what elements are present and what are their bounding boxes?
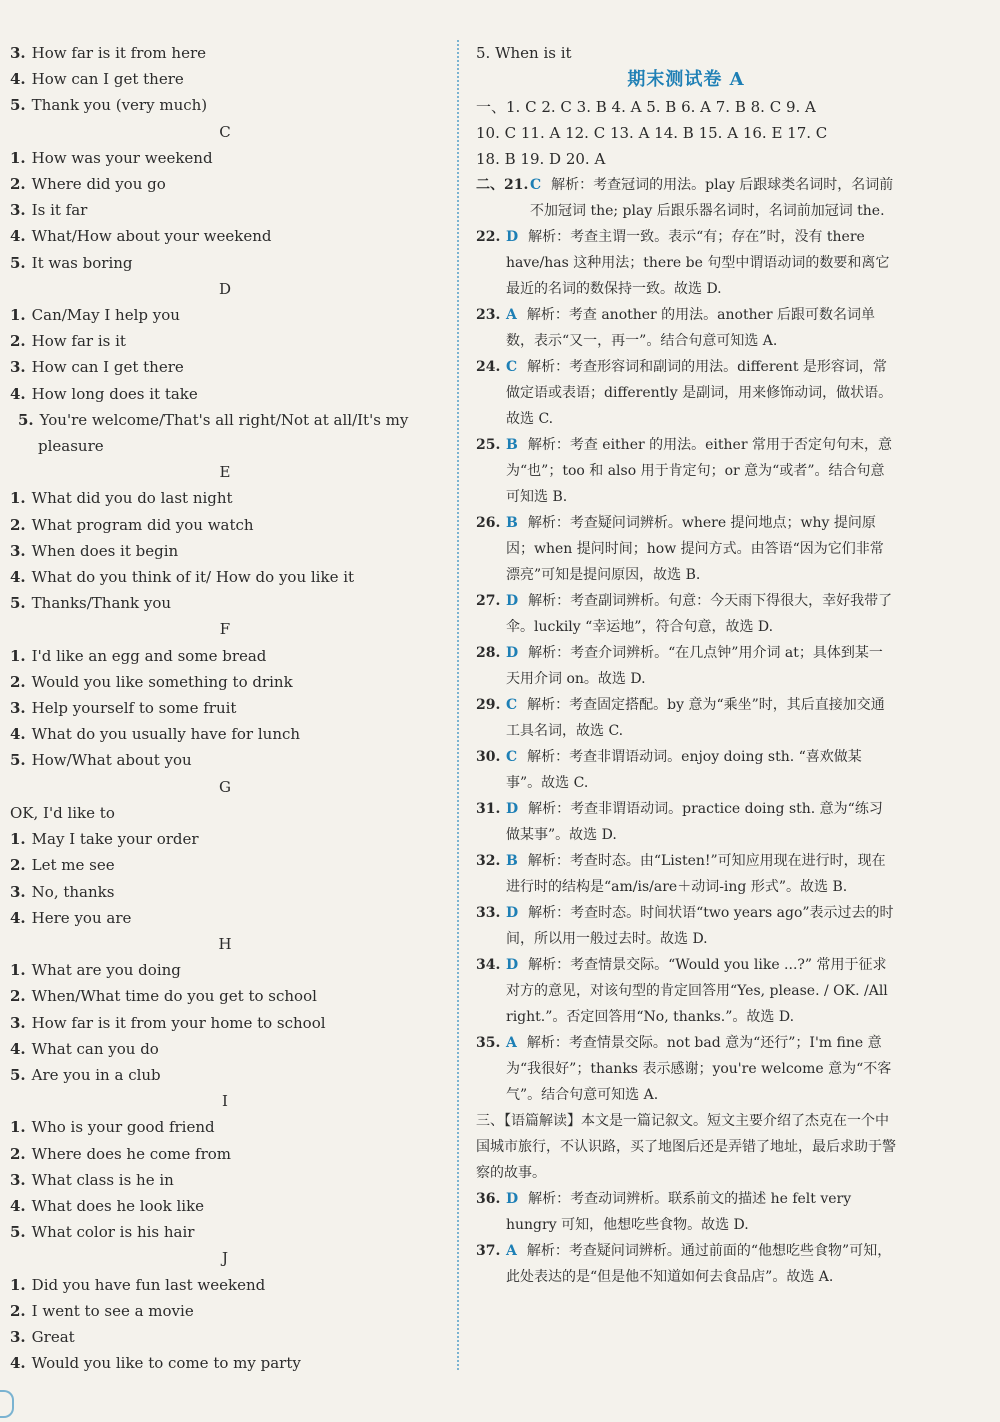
answer-text: What did you do last night xyxy=(31,489,233,508)
answer-number: 4. xyxy=(10,70,26,89)
answer-number: 4. xyxy=(10,1039,26,1058)
explanation-text: 解析：考查 either 的用法。either 常用于否定句句末，意为“也”；too 和 also 用于肯定句；or 意为“或者”。结合句意可知选 B. xyxy=(506,437,892,506)
answer-number: 3. xyxy=(10,44,26,62)
question-number: 二、21. xyxy=(476,177,529,194)
answer-line xyxy=(10,852,440,878)
answer-line xyxy=(10,1193,440,1219)
section-letter: I xyxy=(222,1092,228,1111)
answer-number: 3. xyxy=(10,1013,26,1032)
answer-letter: D xyxy=(506,801,519,818)
explanation-text: 解析：考查介词辨析。“在几点钟”用介词 at；具体到某一天用介词 on。故选 D. xyxy=(506,645,883,688)
answer-letter: C xyxy=(506,697,518,714)
answer-line xyxy=(10,1114,440,1140)
answer-number: 2. xyxy=(10,1144,26,1163)
explanation-item xyxy=(476,510,896,588)
answer-line xyxy=(10,747,440,773)
answer-number: 5. xyxy=(10,96,26,115)
question-number: 29. xyxy=(476,697,501,714)
explanation-text: 解析：考查主谓一致。表示“有；存在”时，没有 there have/has 这种用法；there be 句型中谓语动词的数要和离它最近的名词的数保持一致。故选 D. xyxy=(506,229,890,298)
answer-number: 1. xyxy=(10,1275,26,1294)
mc-answer-line: 一、1. C 2. C 3. B 4. A 5. B 6. A 7. B 8. C 9. A xyxy=(476,98,816,117)
answer-text: Great xyxy=(31,1327,75,1346)
answer-line xyxy=(10,669,440,695)
page-edge-tab xyxy=(0,1390,14,1418)
answer-number: 5. xyxy=(10,751,26,770)
explanation-text: 解析：考查非谓语动词。practice doing sth. 意为“练习做某事”。故选 D. xyxy=(506,801,883,844)
answer-line xyxy=(10,1272,440,1298)
answer-line xyxy=(10,171,440,197)
answer-letter: C xyxy=(530,177,542,194)
answer-line xyxy=(10,1010,440,1036)
answer-text: It was boring xyxy=(31,253,133,272)
answer-line xyxy=(10,1298,440,1324)
question-number: 27. xyxy=(476,593,501,610)
answer-number: 1. xyxy=(10,148,26,167)
answer-line xyxy=(10,512,440,538)
answer-letter: C xyxy=(506,359,518,376)
answer-letter: D xyxy=(506,229,519,246)
answer-line xyxy=(10,538,440,564)
answer-number: 3. xyxy=(10,699,26,718)
explanation-text: 解析：考查动词辨析。联系前文的描述 he felt very hungry 可知，他想吃些食物。故选 D. xyxy=(506,1191,852,1234)
answer-number: 2. xyxy=(10,515,26,534)
answer-line xyxy=(10,66,440,92)
answer-number: 3. xyxy=(10,882,26,901)
explanation-item xyxy=(476,796,896,848)
answer-text: What program did you watch xyxy=(31,515,254,534)
explanation-item xyxy=(476,224,896,302)
answer-text: Let me see xyxy=(31,856,115,875)
explanation-item xyxy=(476,1186,896,1238)
question-number: 37. xyxy=(476,1243,501,1260)
answer-line xyxy=(10,1062,440,1088)
explanation-item xyxy=(476,172,896,224)
answer-text: What are you doing xyxy=(31,961,181,980)
question-number: 30. xyxy=(476,749,501,766)
answer-text: Where does he come from xyxy=(31,1144,232,1163)
question-number: 36. xyxy=(476,1191,501,1208)
answer-number: 4. xyxy=(10,227,26,246)
answer-number: 2. xyxy=(10,987,26,1006)
answer-letter: B xyxy=(506,853,518,870)
answer-number: 4. xyxy=(10,1354,26,1373)
answer-line xyxy=(10,197,440,223)
answer-text: OK, I'd like to xyxy=(10,803,115,822)
answer-number: 3. xyxy=(10,541,26,560)
answer-line xyxy=(10,1036,440,1062)
answer-text: Help yourself to some fruit xyxy=(31,699,237,718)
answer-text: You're welcome/That's all right/Not at all/It's my pleasure xyxy=(38,410,409,456)
question-number: 25. xyxy=(476,437,501,454)
answer-text: How far is it xyxy=(31,332,126,351)
exam-title: 期末测试卷 A xyxy=(627,69,745,91)
explanation-text: 解析：考查固定搭配。by 意为“乘坐”时，其后直接加交通工具名词，故选 C. xyxy=(506,697,885,740)
section-letter: G xyxy=(219,777,231,796)
question-number: 22. xyxy=(476,229,501,246)
answer-text: Who is your good friend xyxy=(31,1118,215,1137)
multiple-choice-answers xyxy=(476,94,896,172)
answer-line xyxy=(10,1167,440,1193)
answer-line xyxy=(10,381,440,407)
answer-number: 4. xyxy=(10,725,26,744)
answer-text: I went to see a movie xyxy=(31,1301,194,1320)
answer-line xyxy=(10,1350,440,1376)
answer-text: No, thanks xyxy=(31,882,115,901)
answer-number: 1. xyxy=(10,489,26,508)
answer-number: 2. xyxy=(10,175,26,194)
answer-number: 5. xyxy=(18,410,34,429)
section-letter: H xyxy=(218,934,232,953)
answer-number: 5. xyxy=(10,1223,26,1242)
question-number: 23. xyxy=(476,307,501,324)
answer-line xyxy=(10,40,440,66)
answer-line xyxy=(10,485,440,511)
section-letter: C xyxy=(219,122,231,141)
answer-letter: A xyxy=(506,307,517,324)
explanation-item xyxy=(476,848,896,900)
answer-text: What color is his hair xyxy=(31,1223,195,1242)
explanation-item xyxy=(476,354,896,432)
section-letter: D xyxy=(218,279,232,298)
answer-line xyxy=(10,92,440,118)
answer-line xyxy=(10,905,440,931)
explanation-text: 解析：考查冠词的用法。play 后跟球类名词时，名词前不加冠词 the; play 后跟乐器名词时，名词前加冠词 the. xyxy=(530,177,894,220)
answer-text: I'd like an egg and some bread xyxy=(31,646,267,665)
answer-number: 1. xyxy=(10,646,26,665)
explanation-item xyxy=(476,302,896,354)
answer-line xyxy=(10,145,440,171)
answer-text: What do you think of it/ How do you like it xyxy=(31,568,355,587)
explanation-items xyxy=(476,172,896,1108)
answer-text: What do you usually have for lunch xyxy=(31,725,301,744)
answer-number: 4. xyxy=(10,384,26,403)
mc-answer-line: 10. C 11. A 12. C 13. A 14. B 15. A 16. E 17. C xyxy=(476,124,828,143)
answer-line xyxy=(10,1324,440,1350)
answer-line xyxy=(10,564,440,590)
explanation-text: 解析：考查疑问词辨析。通过前面的“他想吃些食物”可知，此处表达的是“但是他不知道如何去食品店”。故选 A. xyxy=(506,1243,892,1286)
answer-text: How far is it from here xyxy=(31,44,207,62)
answer-text: Thanks/Thank you xyxy=(31,594,172,613)
explanation-item xyxy=(476,952,896,1030)
answer-text: Would you like something to drink xyxy=(31,672,293,691)
answer-letter: D xyxy=(506,593,519,610)
question-number: 31. xyxy=(476,801,501,818)
answer-text: How/What about you xyxy=(31,751,192,770)
question-number: 33. xyxy=(476,905,501,922)
answer-number: 3. xyxy=(10,1327,26,1346)
answer-line xyxy=(10,250,440,276)
section-three-intro: 三、【语篇解读】本文是一篇记叙文。短文主要介绍了杰克在一个中国城市旅行，不认识路，买了地图后还是弄错了地址，最后求助于警察的故事。 xyxy=(476,1113,896,1182)
answer-text: Are you in a club xyxy=(31,1065,161,1084)
explanation-item xyxy=(476,900,896,952)
answer-text: What class is he in xyxy=(31,1170,174,1189)
answer-text: How can I get there xyxy=(31,358,184,377)
column-divider xyxy=(457,40,459,1370)
answer-line xyxy=(10,695,440,721)
explanation-items-2 xyxy=(476,1186,896,1290)
question-number: 34. xyxy=(476,957,501,974)
answer-number: 1. xyxy=(10,306,26,325)
section-letter: E xyxy=(219,463,231,482)
answer-number: 3. xyxy=(10,358,26,377)
answer-number: 5. xyxy=(10,594,26,613)
answer-number: 4. xyxy=(10,1196,26,1215)
answer-text: Would you like to come to my party xyxy=(31,1354,301,1373)
answer-text: How was your weekend xyxy=(31,148,213,167)
question-number: 35. xyxy=(476,1035,501,1052)
answer-text: Can/May I help you xyxy=(31,306,180,325)
section-letter: J xyxy=(221,1249,228,1268)
answer-line xyxy=(10,983,440,1009)
answer-text: Here you are xyxy=(31,908,132,927)
answer-letter: B xyxy=(506,437,518,454)
answer-number: 3. xyxy=(10,201,26,220)
answer-text: What does he look like xyxy=(31,1196,205,1215)
explanation-text: 解析：考查时态。由“Listen!”可知应用现在进行时，现在进行时的结构是“am/is/are＋动词-ing 形式”。故选 B. xyxy=(506,853,886,896)
answer-line xyxy=(10,302,440,328)
answer-line xyxy=(10,826,440,852)
explanation-text: 解析：考查疑问词辨析。where 提问地点；why 提问原因；when 提问时间；how 提问方式。由答语“因为它们非常漂亮”可知是提问原因，故选 B. xyxy=(506,515,884,584)
answer-letter: A xyxy=(506,1243,517,1260)
explanation-item xyxy=(476,640,896,692)
answer-line xyxy=(10,1141,440,1167)
question-number: 28. xyxy=(476,645,501,662)
question-number: 24. xyxy=(476,359,501,376)
explanation-text: 解析：考查副词辨析。句意：今天雨下得很大，幸好我带了伞。luckily “幸运地”，符合句意，故选 D. xyxy=(506,593,893,636)
answer-number: 2. xyxy=(10,856,26,875)
explanation-item xyxy=(476,1030,896,1108)
explanation-text: 解析：考查形容词和副词的用法。different 是形容词，常做定语或表语；differently 是副词，用来修饰动词，做状语。故选 C. xyxy=(506,359,893,428)
answer-text: Thank you (very much) xyxy=(31,96,208,115)
answer-text: When does it begin xyxy=(31,541,179,560)
answer-text: How far is it from your home to school xyxy=(31,1013,326,1032)
answer-number: 1. xyxy=(10,830,26,849)
answer-number: 2. xyxy=(10,1301,26,1320)
answer-line xyxy=(10,879,440,905)
explanation-text: 解析：考查情景交际。not bad 意为“还行”；I'm fine 意为“我很好”；thanks 表示感谢；you're welcome 意为“不客气”。结合句意可知选 A. xyxy=(506,1035,892,1104)
answer-text: Did you have fun last weekend xyxy=(31,1275,266,1294)
answer-text: How long does it take xyxy=(31,384,198,403)
answer-text: May I take your order xyxy=(31,830,199,849)
answer-number: 4. xyxy=(10,568,26,587)
answer-number: 5. xyxy=(10,1065,26,1084)
answer-line xyxy=(10,223,440,249)
answer-text: How can I get there xyxy=(31,70,184,89)
mc-answer-line: 18. B 19. D 20. A xyxy=(476,150,606,169)
answer-text: Is it far xyxy=(31,201,88,220)
answer-letter: C xyxy=(506,749,518,766)
answer-number: 1. xyxy=(10,1118,26,1137)
explanation-item xyxy=(476,1238,896,1290)
answer-letter: D xyxy=(506,905,519,922)
explanation-text: 解析：考查时态。时间状语“two years ago”表示过去的时间，所以用一般过去时。故选 D. xyxy=(506,905,894,948)
answer-letter: B xyxy=(506,515,518,532)
right-column xyxy=(476,40,896,1290)
explanation-item xyxy=(476,432,896,510)
answer-number: 3. xyxy=(10,1170,26,1189)
answer-letter: D xyxy=(506,645,519,662)
answer-text: Where did you go xyxy=(31,175,166,194)
explanation-text: 解析：考查情景交际。“Would you like ...?” 常用于征求对方的意见，对该句型的肯定回答用“Yes, please. / OK. /All right.”。否定回答用“No, thanks.”。故选 D. xyxy=(506,957,888,1026)
explanation-text: 解析：考查非谓语动词。enjoy doing sth. “喜欢做某事”。故选 C. xyxy=(506,749,862,792)
answer-text: What/How about your weekend xyxy=(31,227,272,246)
answer-number: 2. xyxy=(10,332,26,351)
answer-number: 2. xyxy=(10,672,26,691)
answer-line xyxy=(10,328,440,354)
answer-line xyxy=(10,590,440,616)
explanation-text: 解析：考查 another 的用法。another 后跟可数名词单数，表示“又一，再一”。结合句意可知选 A. xyxy=(506,307,876,350)
answer-number: 5. xyxy=(10,253,26,272)
answer-line xyxy=(10,643,440,669)
answer-line xyxy=(10,407,440,459)
explanation-item xyxy=(476,692,896,744)
answer-letter: A xyxy=(506,1035,517,1052)
answer-number: 4. xyxy=(10,908,26,927)
answer-line xyxy=(10,800,440,826)
answer-text: What can you do xyxy=(31,1039,159,1058)
answer-text: When/What time do you get to school xyxy=(31,987,317,1006)
answer-letter: D xyxy=(506,1191,519,1208)
answer-line xyxy=(10,1219,440,1245)
explanation-item xyxy=(476,588,896,640)
question-number: 32. xyxy=(476,853,501,870)
answer-line xyxy=(10,957,440,983)
answer-line xyxy=(10,721,440,747)
left-column xyxy=(10,40,440,1376)
answer-number: 1. xyxy=(10,961,26,980)
section-letter: F xyxy=(219,620,231,639)
answer-line xyxy=(10,354,440,380)
answer-letter: D xyxy=(506,957,519,974)
right-top-line: 5. When is it xyxy=(476,44,572,62)
explanation-item xyxy=(476,744,896,796)
question-number: 26. xyxy=(476,515,501,532)
